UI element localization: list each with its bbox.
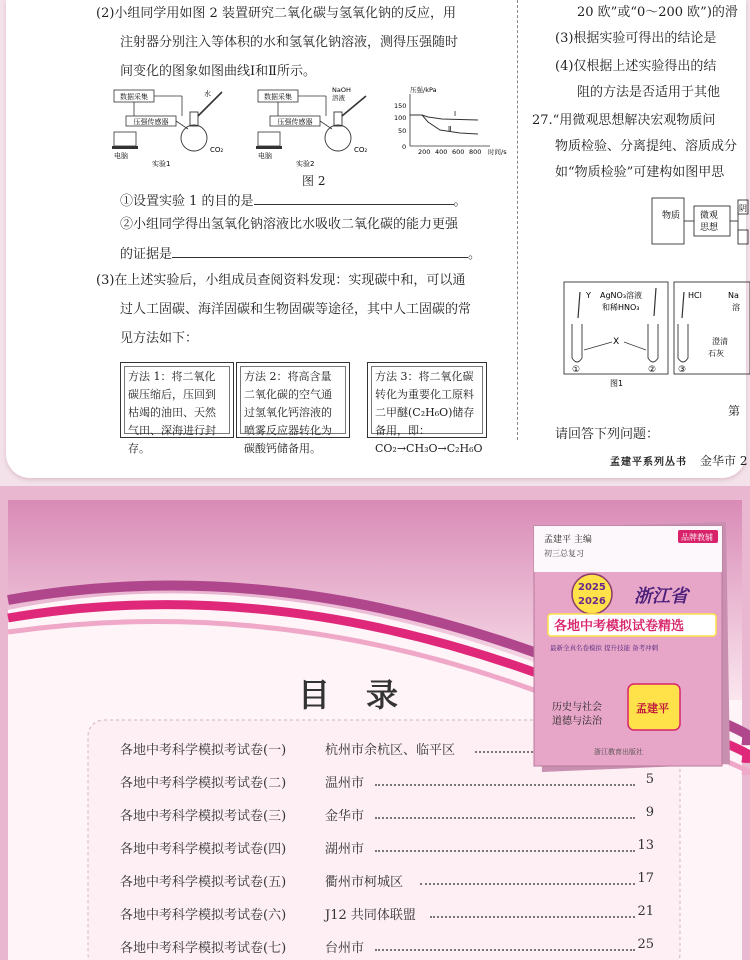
exp2-reagent-line1: NaOH [332,86,351,94]
exp2-label: 实验2 [296,160,315,168]
q3-line2: 过人工固碳、海洋固碳和生物固碳等途径，其中人工固碳的常 [120,302,472,317]
toc-page-number: 21 [637,904,654,919]
right-line-2: (3)根据实验可得出的结论是 [555,31,717,46]
figure-1-test-tubes [562,280,748,390]
flow-box-2-b: 思想 [700,223,719,233]
book-subject-2: 道德与法治 [552,716,602,727]
fig1-x-label: X [613,337,620,347]
flow-box-substance [652,198,684,244]
right-line-1: 20 欧”或“0～200 欧”)的滑 [577,5,738,20]
exp1-computer [114,132,136,146]
toc-city: 湖州市 [325,842,365,857]
book-seal-text: 孟建平 [636,702,669,715]
fig1-tube-1: ① [572,365,581,375]
flow-box-3: 阴 [739,204,747,213]
toc-row[interactable] [120,900,660,926]
toc-leader-dots [375,850,635,852]
right-line-3: (4)仅根据上述实验得出的结 [555,59,717,74]
exp1-flask [181,125,207,151]
figure-2-apparatus [110,86,515,172]
right-line-6: 物质检验、分离提纯、溶质成分 [555,139,738,154]
graph-xtick: 400 [435,148,448,156]
curve-1 [410,115,478,120]
toc-leader-dots [375,949,635,951]
book-title: 各地中考模拟试卷精选 [554,619,685,634]
method-box-2 [236,362,350,455]
toc-city: 杭州市余杭区、临平区 [325,743,456,758]
toc-title-char-1: 目 [298,676,367,714]
exp2-computer [258,132,280,146]
book-tagline: 最新全真名卷模拟 提升技能 备考冲刺 [550,644,659,652]
column-divider [517,0,518,440]
toc-row[interactable] [120,801,660,827]
toc-exam-title: 各地中考科学模拟考试卷(三) [120,809,287,824]
sub-question-1-text: ①设置实验 1 的目的是 [120,194,254,209]
sub-question-2-line1: ②小组同学得出氢氧化钠溶液比水吸收二氧化碳的能力更强 [120,217,459,232]
fig1-reagent-line1: AgNO₃溶液 [600,291,643,300]
toc-exam-title: 各地中考科学模拟考试卷(四) [120,842,287,857]
toc-city: J12 共同体联盟 [325,908,416,923]
graph-ylabel: 压强/kPa [410,86,437,94]
book-editor: 孟建平 主编 [544,535,592,545]
exp2-sensor-label: 压强传感器 [277,118,313,126]
exp2-reagent-line2: 溶液 [332,94,345,102]
toc-row[interactable] [120,933,660,959]
graph-xlabel: 时间/s [488,148,507,156]
q3-line1: (3)在上述实验后，小组成员查阅资料发现：实现碳中和，可以通 [96,273,466,288]
toc-title [298,670,434,716]
toc-exam-title: 各地中考科学模拟考试卷(六) [120,908,287,923]
method-1-text: 方法 1：将二氧化碳压缩后，压回到枯竭的油田、天然气田、深海进行封存。 [124,366,230,434]
curve-2 [410,115,478,134]
exp2-computer-label: 电脑 [258,152,272,160]
flow-box-2-a: 微观 [700,211,719,221]
graph-ytick: 100 [394,114,407,122]
book-subject-1: 历史与社会 [552,702,602,713]
toc-city: 衢州市柯城区 [325,875,404,890]
flow-box-1-a: 物质 [662,211,681,221]
footer-city: 金华市 2 [700,454,748,468]
sub-question-2-text: 的证据是 [120,247,173,262]
book-year-2: 2026 [578,596,606,607]
graph-ytick: 150 [394,102,407,110]
exp2-data-box-label: 数据采集 [264,93,292,101]
right-line-7: 如“物质检验”可建构如图甲思 [555,165,725,180]
exp1-reagent-label: 水 [204,90,211,98]
toc-city: 金华市 [325,809,365,824]
q2-intro-line1: (2)小组同学用如图 2 装置研究二氧化碳与氢氧化钠的反应，用 [96,6,456,21]
toc-page-number: 17 [637,871,654,886]
q3-line3: 见方法如下： [120,331,199,346]
exp2-gas-label: CO₂ [354,146,368,154]
toc-title-char-2: 录 [366,676,435,714]
fig1-tube-3: ③ [678,365,687,375]
toc-leader-dots [375,817,635,819]
toc-leader-dots [430,916,635,918]
toc-city: 温州市 [325,776,365,791]
toc-page-number: 5 [645,772,654,787]
year-badge [572,574,612,614]
toc-exam-title: 各地中考科学模拟考试卷(七) [120,941,287,956]
figure-2-caption: 图 2 [302,174,326,188]
method-box-1 [120,362,234,455]
graph-xtick: 600 [452,148,465,156]
right-line-5: 27.“用微观思想解决宏观物质问 [532,113,716,128]
fig1-hcl-label: HCl [688,291,702,300]
graph-xtick: 200 [418,148,431,156]
fig1-lime-line1: 澄清 [712,337,728,346]
right-partial-label: 第 [728,404,741,418]
toc-exam-title: 各地中考科学模拟考试卷(五) [120,875,287,890]
answer-blank-1[interactable] [254,190,454,205]
footer-series: 孟建平系列丛书 [610,457,687,468]
toc-row[interactable] [120,867,660,893]
toc-city: 台州市 [325,941,365,956]
fig1-na-label: Na [728,291,739,300]
toc-leader-dots [420,883,635,885]
toc-exam-title: 各地中考科学模拟考试卷(一) [120,743,287,758]
toc-page-number: 13 [637,838,654,853]
fig1-y-label: Y [586,291,591,300]
toc-leader-dots [375,784,635,786]
answer-blank-2[interactable] [172,243,468,258]
thinking-flowchart [640,190,746,262]
sub-question-2-line2: 的证据是 。 [120,243,481,264]
fig1-na-label-2: 溶 [732,303,740,312]
book-province: 浙江省 [634,586,688,607]
curve-1-label: Ⅰ [454,110,457,118]
curve-2-label: Ⅱ [448,125,452,133]
fig1-lime-line2: 石灰 [708,349,724,358]
fig1-tube-2: ② [648,365,657,375]
graph-ytick: 0 [402,143,407,151]
book-publisher: 浙江教育出版社 [594,748,643,756]
toc-page-number: 9 [645,805,654,820]
exp1-label: 实验1 [152,160,171,168]
right-question-prompt: 请回答下列问题： [555,427,660,442]
book-year-1: 2025 [578,582,606,593]
pressure-graph [394,85,507,156]
exp1-gas-label: CO₂ [210,146,224,154]
toc-page-number: 25 [637,937,654,952]
toc-row[interactable] [120,834,660,860]
book-badge: 品牌教辅 [681,533,713,542]
fig1-reagent-line2: 和稀HNO₃ [602,303,640,312]
fig1-caption: 图1 [610,379,624,388]
graph-ytick: 50 [398,127,407,135]
exp1-data-box-label: 数据采集 [120,93,148,101]
q2-intro-line3: 间变化的图象如图曲线Ⅰ和Ⅱ所示。 [120,64,316,79]
book-sub: 初三总复习 [544,549,584,558]
exp1-computer-label: 电脑 [114,152,128,160]
method-3-text: 方法 3：将二氧化碳转化为重要化工原料二甲醚(C₂H₆O)储存备用，即：CO₂→CH₃O→C₂H₆O [371,366,483,434]
method-2-text: 方法 2：将高含量二氧化碳的空气通过氢氧化钙溶液的喷雾反应器转化为碳酸钙储备用。 [240,366,346,434]
graph-xtick: 800 [469,148,482,156]
sub-question-1: ①设置实验 1 的目的是 。 [120,190,467,211]
exp1-sensor-label: 压强传感器 [133,118,169,126]
method-box-3 [367,362,487,455]
right-line-4: 阻的方法是否适用于其他 [577,85,721,100]
toc-exam-title: 各地中考科学模拟考试卷(二) [120,776,287,791]
q2-intro-line2: 注射器分别注入等体积的水和氢氧化钠溶液，测得压强随时 [120,35,459,50]
exp2-flask [325,125,351,151]
book-cover-image [530,522,730,772]
